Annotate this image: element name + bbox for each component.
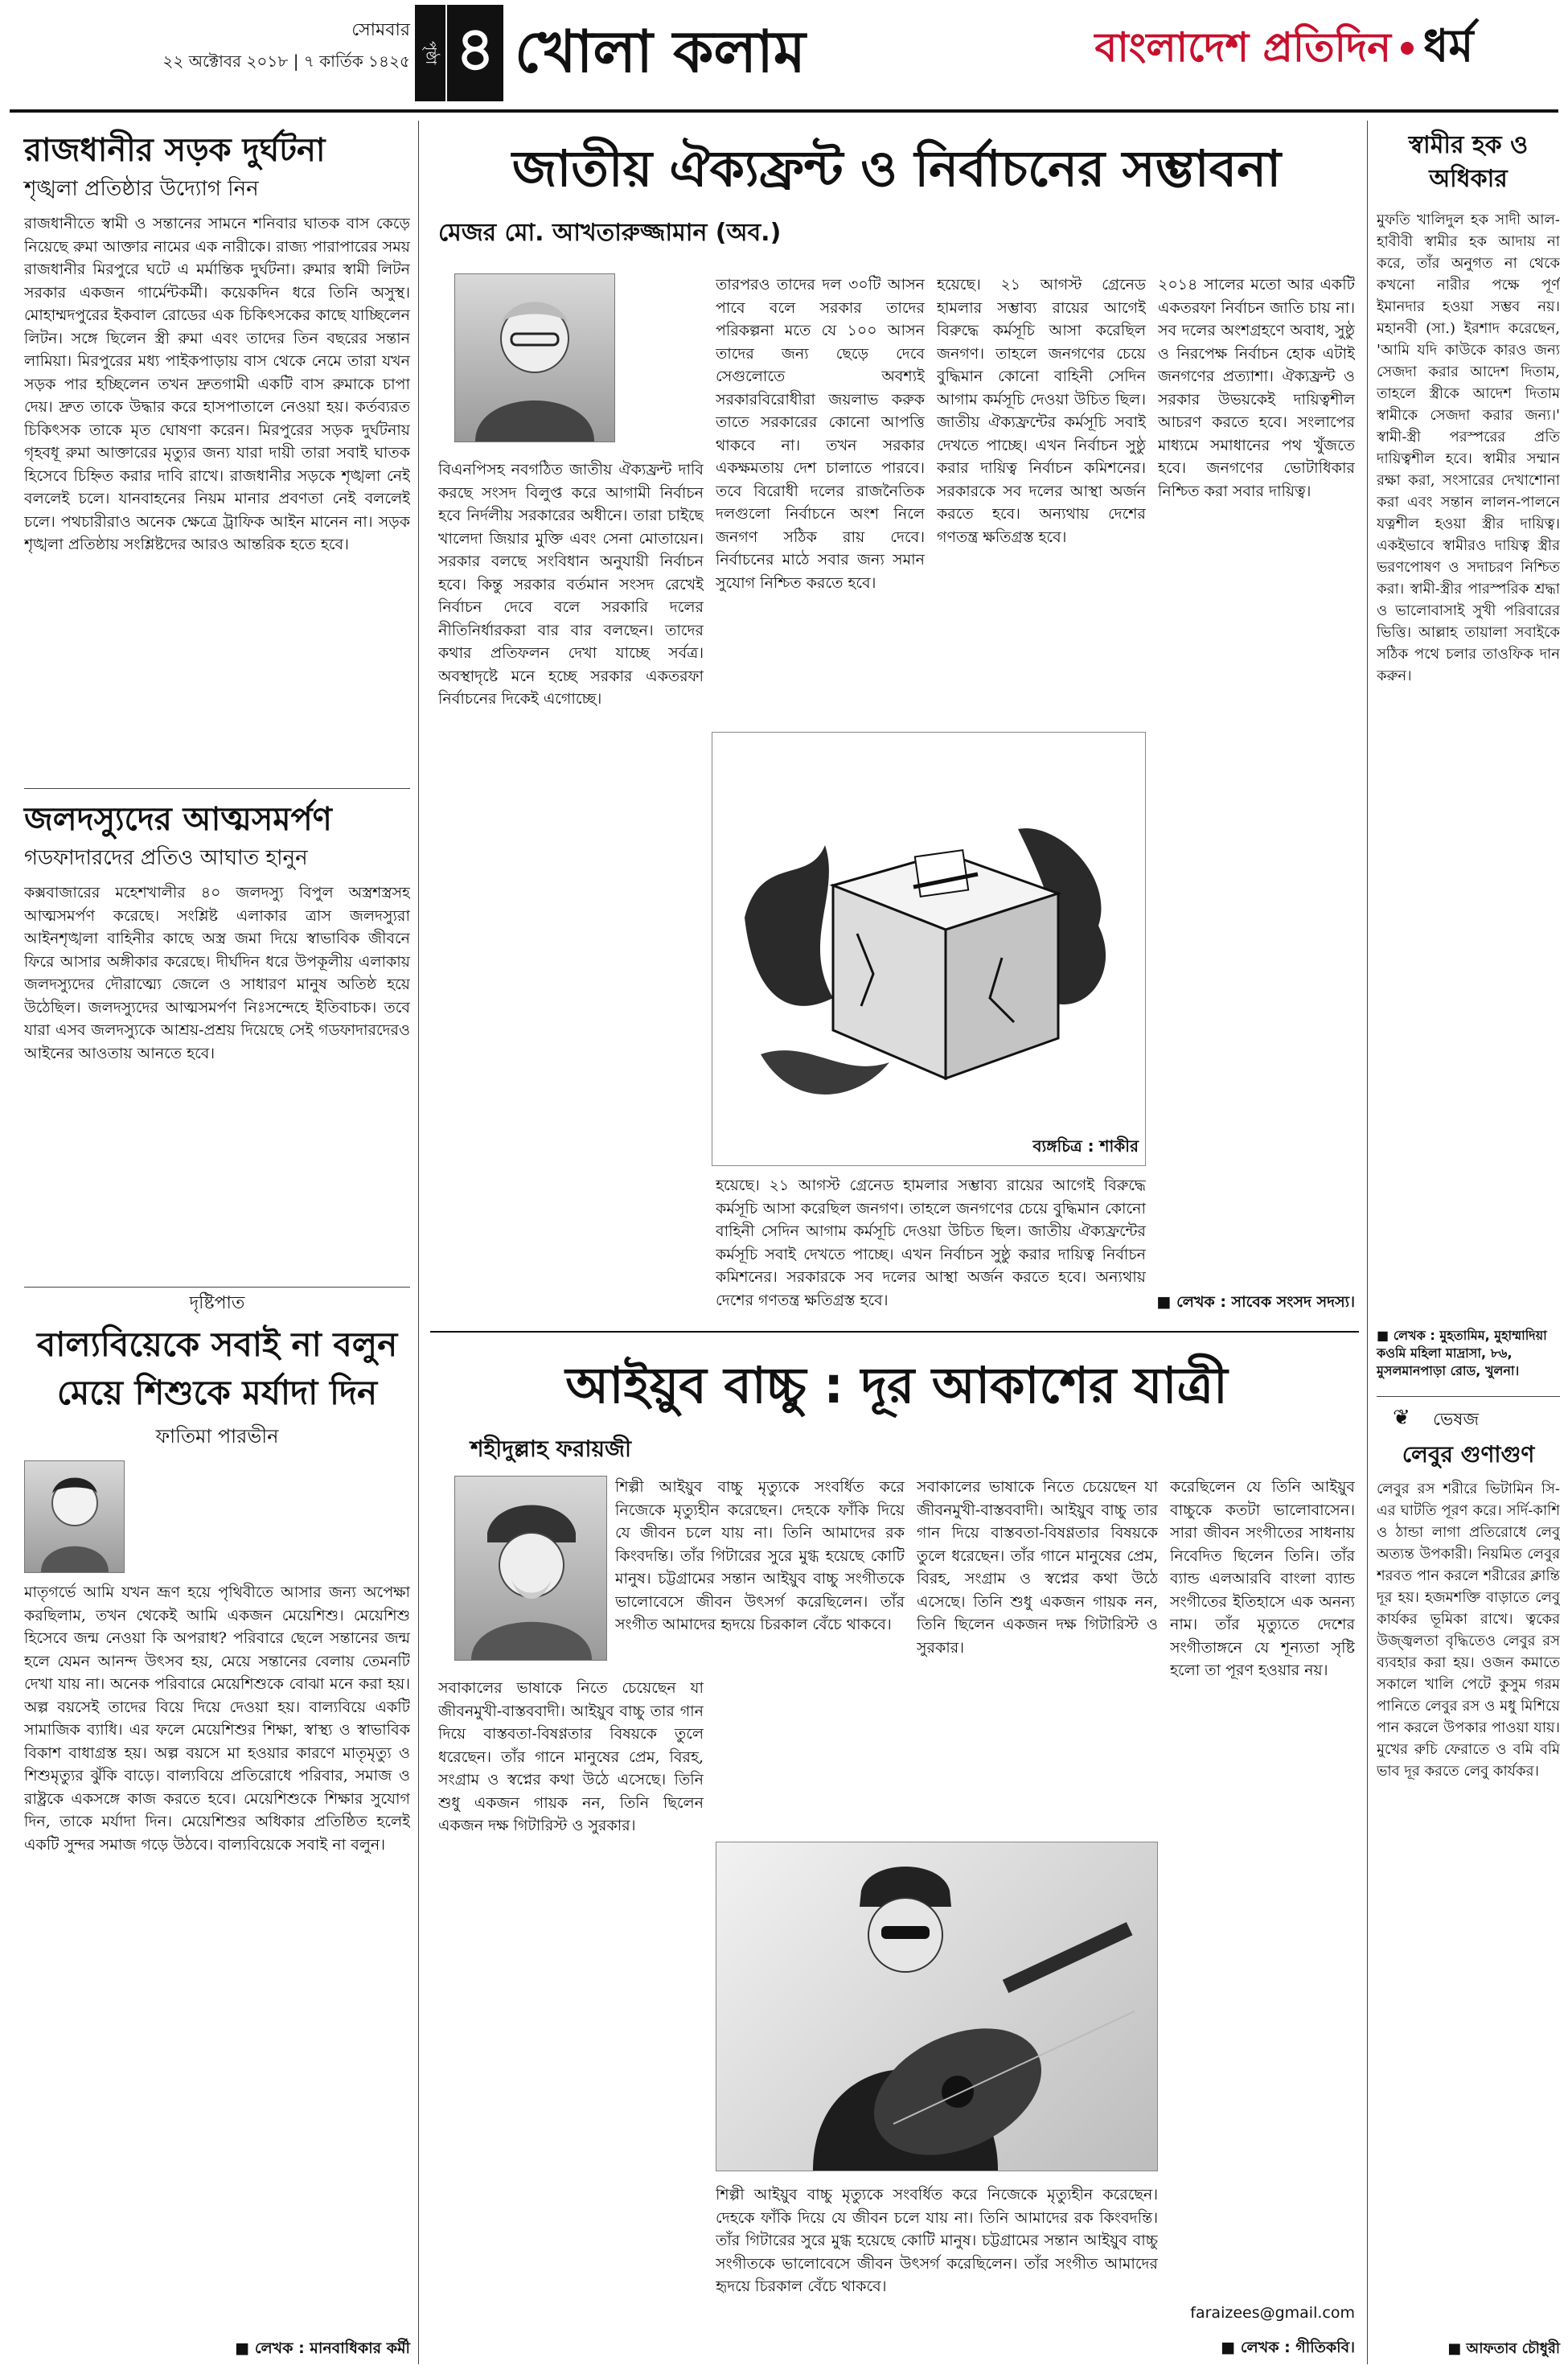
article-body: রাজধানীতে স্বামী ও সন্তানের সামনে শনিবার ঘাতক বাস কেড়ে নিয়েছে রুমা আক্তার নামের এক নারীকে। রাজ্য পারাপারের সময় রাজধানীর মিরপুরে ঘটে এ মর্মান্তিক দুর্ঘটনা। রুমার স্বামী লিটন সরকার একজন গার্মেন্টকর্মী। কয়েকদিন ধরে তিনি অসুস্থ। মোহাম্মদপুরের ইকবাল রোডের এক চিকিৎসকের কাছে যাচ্ছিলেন লিটন। সঙ্গে ছিলেন স্ত্রী রুমা এবং তাদের তিন বছরের সন্তান লামিয়া। মিরপুরের মধ্য পাইকপাড়ায় বাস থেকে নেমে তারা যখন সড়ক পার হচ্ছিলেন তখন দ্রুতগামী একটি বাস রুমাকে চাপা দেয়। দ্রুত তাকে উদ্ধার করে হাসপাতালে নেওয়া হয়। কর্তব্যরত চিকিৎসক তাকে মৃত ঘোষণা করেন। মিরপুরের সড়ক দুর্ঘটনায় গৃহবধূ রুমা আক্তারের মৃত্যুর জন্য যারা দায়ী তারা সবাই ঘাতক হিসেবে চিহ্নিত করার দাবি রাখে। রাজধানীর সড়কে শৃঙ্খলা নেই বললেই চলে। যানবাহনের নিয়ম মানার প্রবণতা নেই বললেই চলে। পথচারীরাও অনেক ক্ষেত্রে ট্রাফিক আইন মানেন না। সড়ক শৃঙ্খলা প্রতিষ্ঠায় সংশ্লিষ্টদের আরও আন্তরিক হতে হবে। — [24, 215, 410, 553]
article-body: লেবুর রস শরীরে ভিটামিন সি-এর ঘাটতি পূরণ করে। সর্দি-কাশি ও ঠান্ডা লাগা প্রতিরোধে লেবু অত্যন্ত উপকারী। নিয়মিত লেবুর শরবত পান করলে শরীরের ক্লান্তি দূর হয়। হজমশক্তি বাড়াতে লেবু কার্যকর ভূমিকা রাখে। ত্বকের উজ্জ্বলতা বৃদ্ধিতেও লেবুর রস ব্যবহার করা হয়। ওজন কমাতে সকালে খালি পেটে কুসুম গরম পানিতে লেবুর রস ও মধু মিশিয়ে পান করলে উপকার পাওয়া যায়। মুখের রুচি ফেরাতে ও বমি বমি ভাব দূর করতে লেবু কার্যকর। — [1377, 1481, 1560, 1780]
left-rule-1 — [24, 788, 410, 789]
article-title: আইয়ুব বাচ্চু : দূর আকাশের যাত্রী — [565, 1356, 1228, 1415]
article-footer: ■ লেখক : সাবেক সংসদ সদস্য। — [1156, 1293, 1355, 1311]
article-title: জলদস্যুদের আত্মসমর্পণ — [24, 801, 332, 838]
column-bottom-middle: শিল্পী আইয়ুব বাচ্চু মৃত্যুকে সংবর্ধিত করে নিজেকে মৃত্যুহীন করেছেন। দেহকে ফাঁকি দিয়ে যে জীবন চলে যায় না। তিনি আমাদের রক কিংবদন্তি। তাঁর গিটারের সুরে মুগ্ধ হয়েছে কোটি মানুষ। চট্টগ্রামের সন্তান আইয়ুব বাচ্চু সংগীতকে ভালোবেসে জীবন উৎসর্গ করেছিলেন। তাঁর সংগীত আমাদের হৃদয়ে চিরকাল বেঁচে থাকবে। — [716, 2186, 1158, 2295]
article-body: কক্সবাজারের মহেশখালীর ৪০ জলদস্যু বিপুল অস্ত্রশস্ত্রসহ আত্মসমর্পণ করেছে। সংশ্লিষ্ট এলাকার ত্রাস জলদস্যুরা আইনশৃঙ্খলা বাহিনীর কাছে অস্ত্র জমা দিয়ে স্বাভাবিক জীবনে ফিরে আসার অঙ্গীকার করেছে। দীর্ঘদিন ধরে উপকূলীয় এলাকায় জলদস্যুদের দৌরাত্ম্যে জেলে ও সাধারণ মানুষ অতিষ্ঠ হয়ে উঠেছিল। জলদস্যুদের আত্মসমর্পণ নিঃসন্দেহে ইতিবাচক। তবে যারা এসব জলদস্যুকে আশ্রয়-প্রশ্রয় দিয়েছে সেই গডফাদারদেরও আইনের আওতায় আনতে হবে। — [24, 884, 410, 1062]
column-top-right: করেছিলেন যে তিনি আইয়ুব বাচ্চুকে কতটা ভালোবাসেন। সারা জীবন সংগীতের সাধনায় নিবেদিত ছিলেন তিনি। তাঁর ব্যান্ড এলআরবি বাংলা ব্যান্ড সংগীতের ইতিহাসে এক অনন্য নাম। তাঁর মৃত্যুতে দেশের সংগীতাঙ্গনে যে শূন্যতা সৃষ্টি হলো তা পূরণ হওয়ার নয়। — [1170, 1478, 1355, 1679]
right-rule — [1377, 1396, 1560, 1397]
author-portrait — [24, 1460, 125, 1573]
ballot-box-icon — [712, 733, 1145, 1135]
column-top-middle: সবাকালের ভাষাকে নিতে চেয়েছেন যা জীবনমুখী-বাস্তববাদী। আইয়ুব বাচ্চু তার গান দিয়ে বাস্তবতা-বিষণ্ণতার বিষয়কে তুলে ধরেছেন। তাঁর গানে মানুষের প্রেম, বিরহ, সংগ্রাম ও স্বপ্নের কথা উঠে এসেছে। তিনি শুধু একজন গায়ক নন, তিনি ছিলেন একজন দক্ষ গিটারিস্ট ও সুরকার। — [917, 1478, 1158, 1657]
article-footer: ■ লেখক : মানবাধিকার কর্মী — [235, 2339, 410, 2357]
column-3: হয়েছে। ২১ আগস্ট গ্রেনেড হামলার সম্ভাব্য রায়ের আগেই বিরুদ্ধে কর্মসূচি আসা করেছিল জনগণ। তাহলে জনগণের চেয়ে বুদ্ধিমান কোনো বাহিনী সেদিন আগাম কর্মসূচি দেওয়া উচিত ছিল। জাতীয় ঐক্যফ্রন্টের কর্মসূচি সবাই দেখতে পাচ্ছে। এখন নির্বাচন সুষ্ঠু করার দায়িত্ব নির্বাচন কমিশনের। সরকারকে সব দলের আস্থা অর্জন করতে হবে। অন্যথায় দেশের গণতন্ত্র ক্ষতিগ্রস্ত হবে। — [937, 276, 1146, 546]
right-article-husband-rights — [1377, 129, 1560, 1391]
cartoon-credit: ব্যঙ্গচিত্র : শাকীর — [1032, 1136, 1139, 1156]
column-2: তারপরও তাদের দল ৩০টি আসন পাবে বলে সরকার তাদের পরিকল্পনা মতে যে ১০০ আসন তাদের জন্য ছেড়ে দেবে সেগুলোতে অবশ্যই সরকারবিরোধীরা জয়লাভ করুক তাতে সরকারের কোনো আপত্তি থাকবে না। তখন সরকার একক্ষমতায় দেশ চালাতে পারবে। তবে বিরোধী দলের রাজনৈতিক দলগুলো নির্বাচনে অংশ নিলে জনগণ সঠিক রায় দেবে। নির্বাচনের মাঠে সবার জন্য সমান সুযোগ নিশ্চিত করতে হবে। — [716, 276, 925, 592]
article-title: লেবুর গুণাগুণ — [1402, 1441, 1535, 1468]
main-divider — [430, 1331, 1359, 1333]
article-body: মুফতি খালিদুল হক সাদী আল-হাবীবী স্বামীর হক আদায় না করে, তাঁর অনুগত না থেকে কখনো নারীর পক্ষে পূর্ণ ইমানদার হওয়া সম্ভব নয়। মহানবী (সা.) ইরশাদ করেছেন, 'আমি যদি কাউকে কারও জন্য সেজদা করার আদেশ দিতাম, তাহলে স্ত্রীকে আদেশ দিতাম স্বামীকে সেজদা করার জন্য।' স্বামী-স্ত্রী পরস্পরের প্রতি দায়িত্বশীল হবে। স্বামীর সম্মান রক্ষা করা, সংসারের দেখাশোনা করা এবং সন্তান লালন-পালনে যত্নশীল হওয়া স্ত্রীর দায়িত্ব। একইভাবে স্বামীরও দায়িত্ব স্ত্রীর ভরণপোষণ ও সদাচরণ নিশ্চিত করা। স্বামী-স্ত্রীর পারস্পরিক শ্রদ্ধা ও ভালোবাসাই সুখী পরিবারের ভিত্তি। আল্লাহ তায়ালা সবাইকে সঠিক পথে চলার তাওফিক দান করুন। — [1377, 212, 1560, 684]
article-author: ফাতিমা পারভীন — [155, 1425, 279, 1448]
article-kicker — [1377, 1404, 1560, 1431]
left-article-child-marriage — [24, 1292, 410, 2366]
left-rule-2 — [24, 1287, 410, 1288]
right-article-lemon — [1377, 1404, 1560, 2366]
article-footer: ■ লেখক : মুহতামিম, মুহাম্মাদিয়া কওমি মহিলা মাদ্রাসা, ৮৬, মুসলমানপাড়া রোড, খুলনা। — [1377, 1328, 1547, 1378]
article-footer: ■ লেখক : গীতিকবি। — [1221, 2339, 1355, 2356]
article-title: বাল্যবিয়েকে সবাই না বলুন মেয়ে শিশুকে মর্যাদা দিন — [36, 1325, 398, 1412]
column-1: বিএনপিসহ নবগঠিত জাতীয় ঐক্যফ্রন্ট দাবি করছে সংসদ বিলুপ্ত করে আগামী নির্বাচন হবে নির্দলীয় সরকারের অধীনে। তারা চাইছে খালেদা জিয়ার মুক্তি এবং সেনা মোতায়েন। সরকার বলছে সংবিধান অনুযায়ী নির্বাচন হবে। কিন্তু সরকার বর্তমান সংসদ রেখেই নির্বাচন দেবে বলে সরকারি দলের নীতিনির্ধারকরা বার বার বলছেন। তাদের কথার প্রতিফলন দেখা যাচ্ছে সর্বত্র। অবস্থাদৃষ্টে মনে হচ্ছে সরকার একতরফা নির্বাচনের দিকেই এগোচ্ছে। — [438, 461, 704, 708]
page-label: পৃষ্ঠা — [422, 41, 439, 65]
article-author: মেজর মো. আখতারুজ্জামান (অব.) — [438, 219, 782, 247]
main-article-alliance — [430, 121, 1359, 1327]
section-name: খোলা কলাম — [515, 18, 806, 85]
person-portrait-icon — [455, 1477, 606, 1660]
article-title: রাজধানীর সড়ক দুর্ঘটনা — [24, 132, 326, 169]
article-title: জাতীয় ঐক্যফ্রন্ট ও নির্বাচনের সম্ভাবনা — [511, 139, 1282, 198]
column-4: ২০১৪ সালের মতো আর একটি একতরফা নির্বাচন জাতি চায় না। সব দলের অংশগ্রহণে অবাধ, সুষ্ঠু ও নিরপেক্ষ নির্বাচন হোক এটাই জনগণের প্রত্যাশা। ঐক্যফ্রন্ট ও সরকার উভয়কেই দায়িত্বশীল আচরণ করতে হবে। সংলাপের মাধ্যমে সমাধানের পথ খুঁজতে হবে। জনগণের ভোটাধিকার নিশ্চিত করা সবার দায়িত্ব। — [1158, 276, 1355, 500]
article-kicker: দৃষ্টিপাত — [189, 1293, 245, 1313]
header-rule — [10, 109, 1558, 113]
page-number: ৪ — [447, 5, 503, 101]
article-author: শহীদুল্লাহ ফরায়জী — [470, 1435, 632, 1462]
newspaper-logo: বাংলাদেশ প্রতিদিন — [1094, 24, 1391, 71]
person-portrait-icon — [25, 1461, 124, 1572]
cartoon-illustration — [712, 732, 1146, 1166]
article-body: মাতৃগর্ভে আমি যখন ভ্রূণ হয়ে পৃথিবীতে আসার জন্য অপেক্ষা করছিলাম, তখন থেকেই আমি একজন মেয়েশিশু। মেয়েশিশু হিসেবে জন্ম নেওয়া কি অপরাধ? পরিবারে ছেলে সন্তানের জন্ম হলে যেমন আনন্দ উৎসব হয়, মেয়ে সন্তানের বেলায় তেমনটি দেখা যায় না। অনেক পরিবারে মেয়েশিশুকে বোঝা মনে করা হয়। অল্প বয়সেই তাদের বিয়ে দিয়ে দেওয়া হয়। বাল্যবিয়ে একটি সামাজিক ব্যাধি। এর ফলে মেয়েশিশুর শিক্ষা, স্বাস্থ্য ও স্বাভাবিক বিকাশ বাধাগ্রস্ত হয়। অল্প বয়সে মা হওয়ার কারণে মাতৃমৃত্যু ও শিশুমৃত্যুর ঝুঁকি বাড়ে। বাল্যবিয়ে প্রতিরোধে পরিবার, সমাজ ও রাষ্ট্রকে একসঙ্গে কাজ করতে হবে। মেয়েশিশুকে শিক্ষার সুযোগ দিন, তাকে মর্যাদা দিন। মেয়েশিশুর অধিকার প্রতিষ্ঠিত হলেই একটি সুন্দর সমাজ গড়ে উঠবে। বাল্যবিয়েকে সবাই না বলুন। — [24, 1583, 410, 1854]
header-date: ২২ অক্টোবর ২০১৮ | ৭ কার্তিক ১৪২৫ — [162, 51, 410, 71]
page-number-box — [415, 5, 445, 101]
left-article-road-accident — [24, 129, 410, 780]
paper-section: ধর্ম — [1423, 20, 1474, 72]
divider-right — [1367, 121, 1368, 2364]
divider-left — [418, 121, 419, 2364]
author-portrait — [454, 273, 615, 442]
article-footer: ■ আফতাব চৌধুরী — [1447, 2340, 1560, 2357]
author-email: faraizees@gmail.com — [1190, 2304, 1355, 2322]
article-title: স্বামীর হক ও অধিকার — [1408, 131, 1529, 193]
person-portrait-icon — [455, 274, 614, 442]
logo-dot — [1401, 42, 1414, 55]
left-article-pirates — [24, 798, 410, 1280]
leaf-icon: ❦ — [1393, 1406, 1410, 1430]
column-1: শিল্পী আইয়ুব বাচ্চু মৃত্যুকে সংবর্ধিত করে নিজেকে মৃত্যুহীন করেছেন। দেহকে ফাঁকি দিয়ে যে জীবন চলে যায় না। তিনি আমাদের রক কিংবদন্তি। তাঁর গিটারের সুরে মুগ্ধ হয়েছে কোটি মানুষ। চট্টগ্রামের সন্তান আইয়ুব বাচ্চু সংগীতকে ভালোবেসে জীবন উৎসর্গ করেছিলেন। তাঁর সংগীত আমাদের হৃদয়ে চিরকাল বেঁচে থাকবে। — [615, 1478, 905, 1633]
masthead — [0, 0, 1568, 113]
singer-photo — [716, 1842, 1158, 2171]
column-2: সবাকালের ভাষাকে নিতে চেয়েছেন যা জীবনমুখী-বাস্তববাদী। আইয়ুব বাচ্চু তার গান দিয়ে বাস্তবতা-বিষণ্ণতার বিষয়কে তুলে ধরেছেন। তাঁর গানে মানুষের প্রেম, বিরহ, সংগ্রাম ও স্বপ্নের কথা উঠে এসেছে। তিনি শুধু একজন গায়ক নন, তিনি ছিলেন একজন দক্ষ গিটারিস্ট ও সুরকার। — [438, 1679, 704, 1834]
article-subtitle: শৃঙ্খলা প্রতিষ্ঠার উদ্যোগ নিন — [24, 177, 259, 201]
guitar-photo-icon — [716, 1842, 1157, 2171]
bottom-columns: হয়েছে। ২১ আগস্ট গ্রেনেড হামলার সম্ভাব্য রায়ের আগেই বিরুদ্ধে কর্মসূচি আসা করেছিল জনগণ। তাহলে জনগণের চেয়ে বুদ্ধিমান কোনো বাহিনী সেদিন আগাম কর্মসূচি দেওয়া উচিত ছিল। জাতীয় ঐক্যফ্রন্টের কর্মসূচি সবাই দেখতে পাচ্ছে। এখন নির্বাচন সুষ্ঠু করার দায়িত্ব নির্বাচন কমিশনের। সরকারকে সব দলের আস্থা অর্জন করতে হবে। অন্যথায় দেশের গণতন্ত্র ক্ষতিগ্রস্ত হবে। — [716, 1177, 1146, 1309]
header-day: সোমবার — [351, 20, 410, 40]
kicker-label: ভেষজ — [1433, 1410, 1480, 1430]
main-article-ayub-bachchu — [430, 1339, 1359, 2368]
article-subtitle: গডফাদারদের প্রতিও আঘাত হানুন — [24, 846, 308, 870]
author-portrait — [454, 1476, 607, 1661]
